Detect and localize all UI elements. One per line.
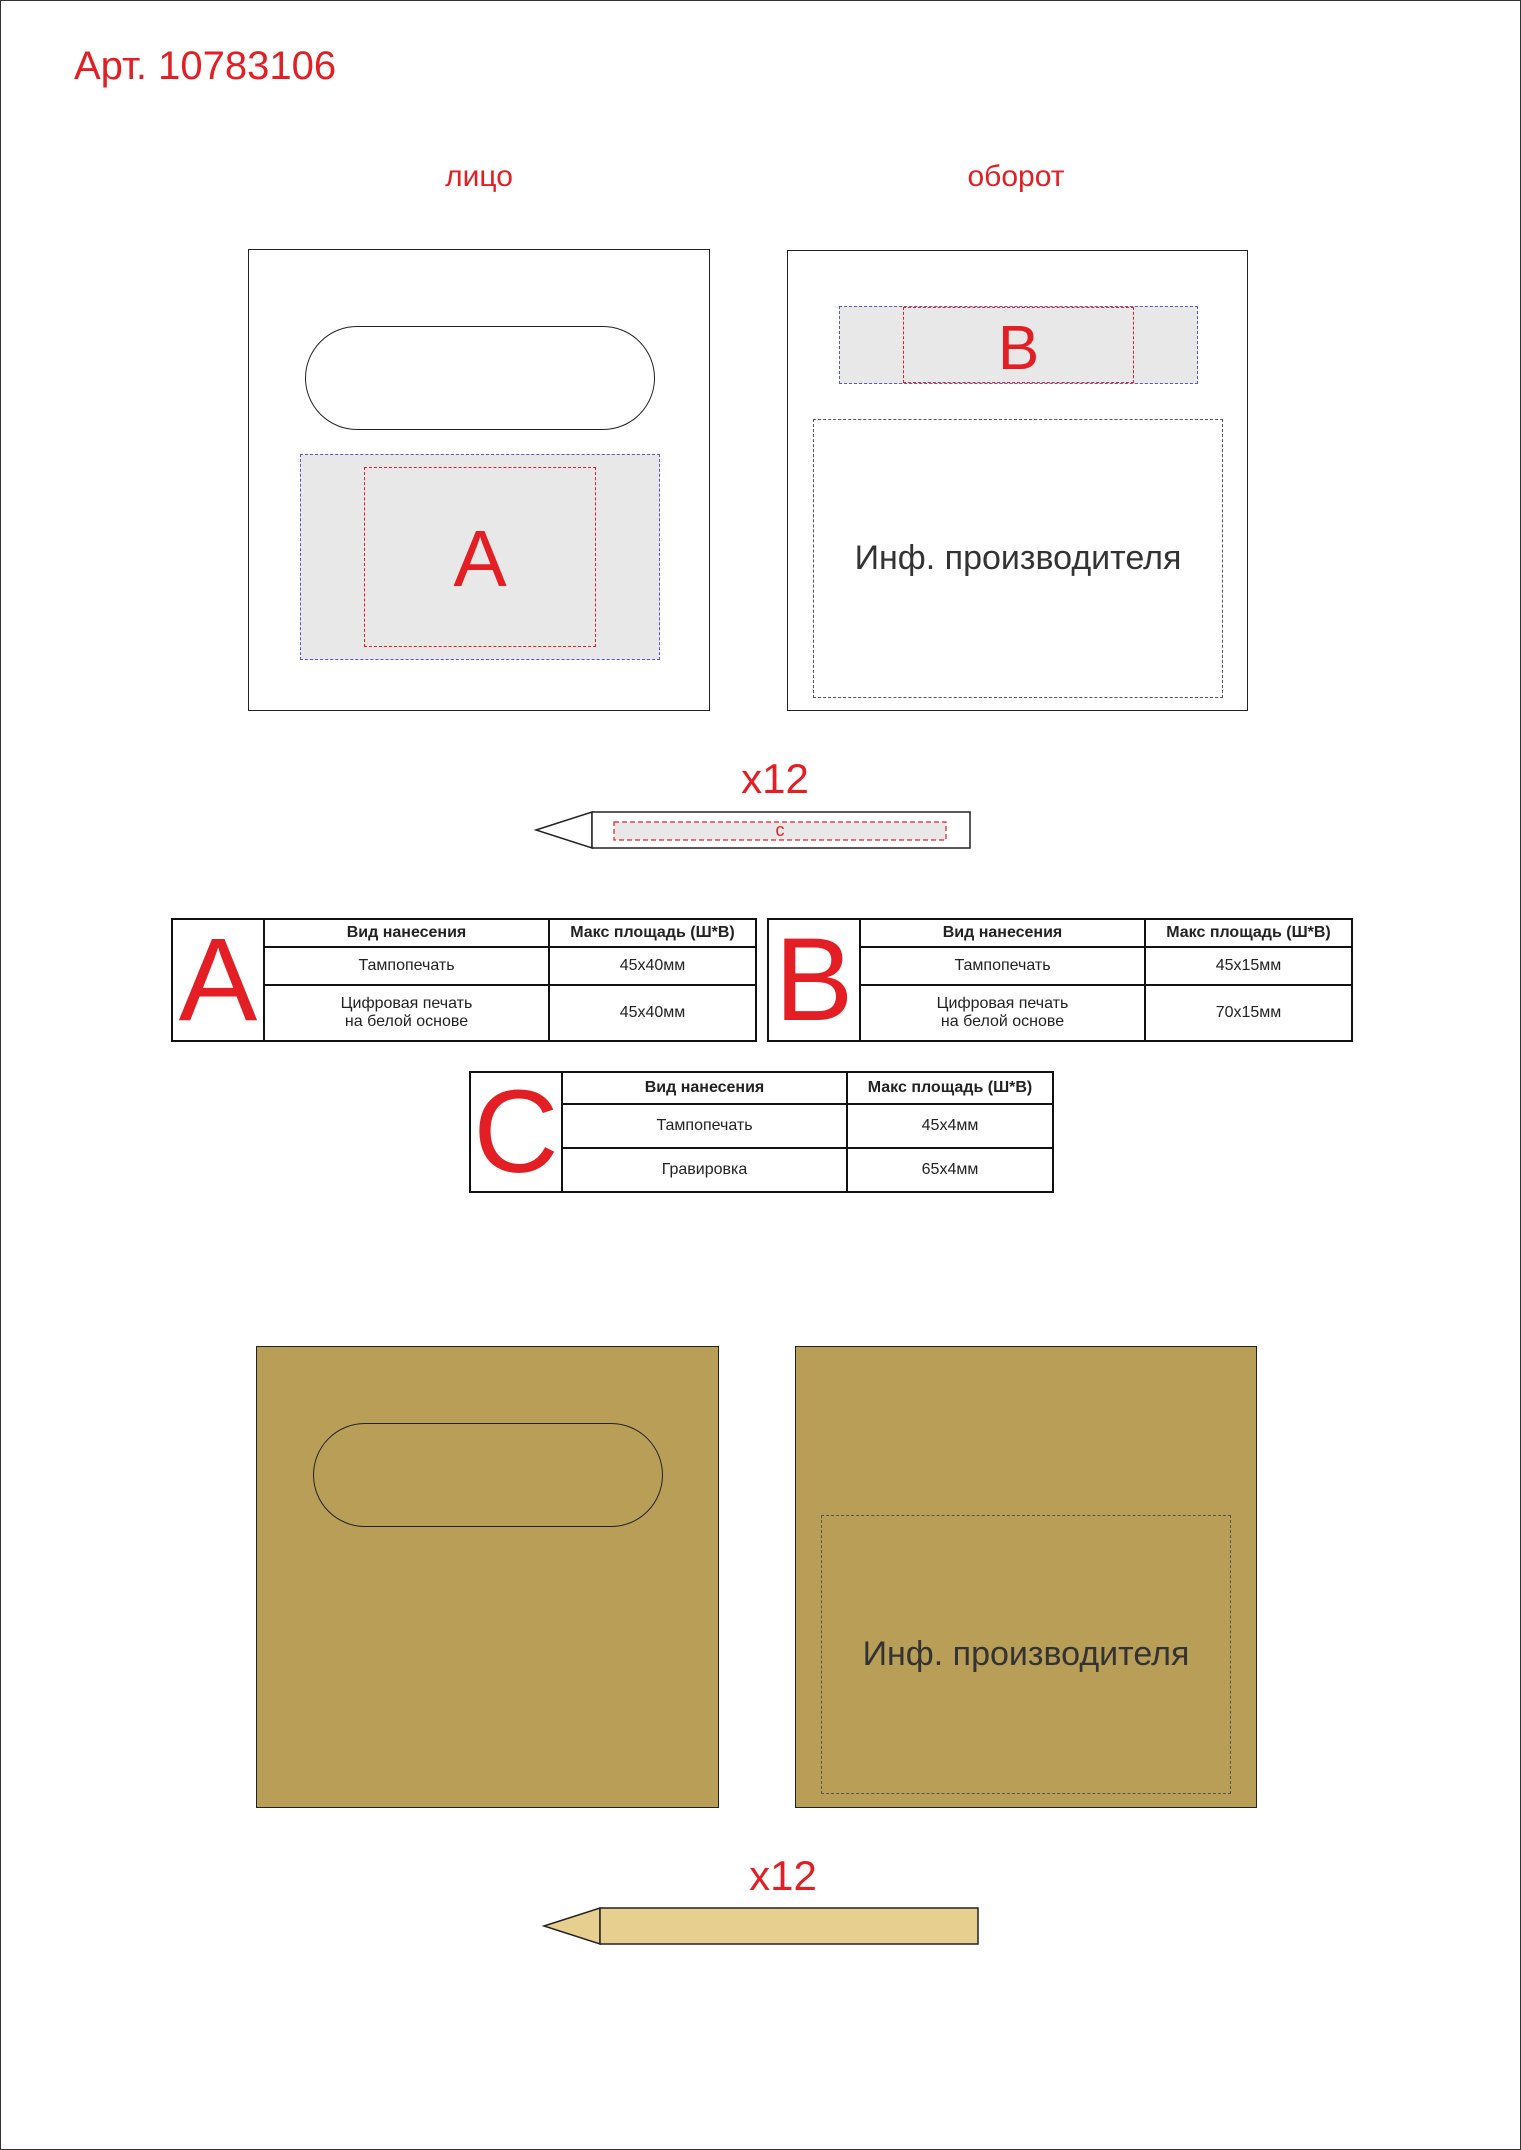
spec-table-c [469,1066,1054,1198]
back-panel-white [787,250,1248,711]
table-b-row2-area: 70x15мм [1145,985,1352,1041]
print-zone-a [300,454,660,660]
table-a-row1-area: 45x40мм [549,947,756,985]
hanger-slot-kraft [313,1423,663,1527]
table-a-header-area: Макс площадь (Ш*В) [549,919,756,947]
front-panel-white [248,249,710,711]
spec-table-a [171,914,757,1046]
table-b-letter: B [768,919,860,1041]
front-panel-kraft [256,1346,719,1808]
hanger-slot [305,326,655,430]
table-b-row2-method-line2: на белой основе [940,1013,1065,1030]
table-b-row1-method: Тампопечать [860,947,1145,985]
zone-b-letter: B [997,314,1040,383]
table-c-row1-area: 45x4мм [847,1104,1053,1148]
manufacturer-info-box [813,419,1223,698]
front-view-label: лицо [445,160,513,193]
table-c-row1-method: Тампопечать [562,1104,847,1148]
table-c-header-method: Вид нанесения [562,1072,847,1104]
table-b-row1-area: 45x15мм [1145,947,1352,985]
pencil-tip [536,812,592,848]
table-c-row2-method: Гравировка [562,1148,847,1192]
pencil-quantity-top: x12 [741,755,809,802]
article-title: Арт. 10783106 [74,44,337,88]
table-a-row2-method-line1: Цифровая печать [340,995,473,1012]
table-b-header-area: Макс площадь (Ш*В) [1145,919,1352,947]
table-a-letter: A [172,919,264,1041]
table-b-row2-method-line1: Цифровая печать [936,995,1069,1012]
back-panel-kraft [795,1346,1257,1808]
zone-c-letter: c [775,820,785,840]
manufacturer-info-label-kraft: Инф. производителя [862,1635,1190,1673]
table-c-letter: C [470,1072,562,1192]
table-c-header-area: Макс площадь (Ш*В) [847,1072,1053,1104]
print-zone-b [839,306,1198,384]
table-c-row2-area: 65x4мм [847,1148,1053,1192]
table-b-row2-method [860,985,1145,1041]
manufacturer-info-label: Инф. производителя [854,539,1182,577]
table-a-row2-method-line2: на белой основе [344,1013,469,1030]
manufacturer-info-box-kraft [821,1515,1231,1794]
pencil-kraft-body [600,1908,978,1944]
pencil-kraft-tip [544,1908,600,1944]
pencil-quantity-bottom: x12 [749,1852,817,1899]
spec-table-b [767,914,1353,1046]
table-a-header-method: Вид нанесения [264,919,549,947]
back-view-label: оборот [967,160,1065,193]
zone-a-letter: A [453,514,507,603]
table-a-row2-method [264,985,549,1041]
table-a-row1-method: Тампопечать [264,947,549,985]
pencil-kraft [538,1904,983,1948]
table-a-row2-area: 45x40мм [549,985,756,1041]
table-b-header-method: Вид нанесения [860,919,1145,947]
